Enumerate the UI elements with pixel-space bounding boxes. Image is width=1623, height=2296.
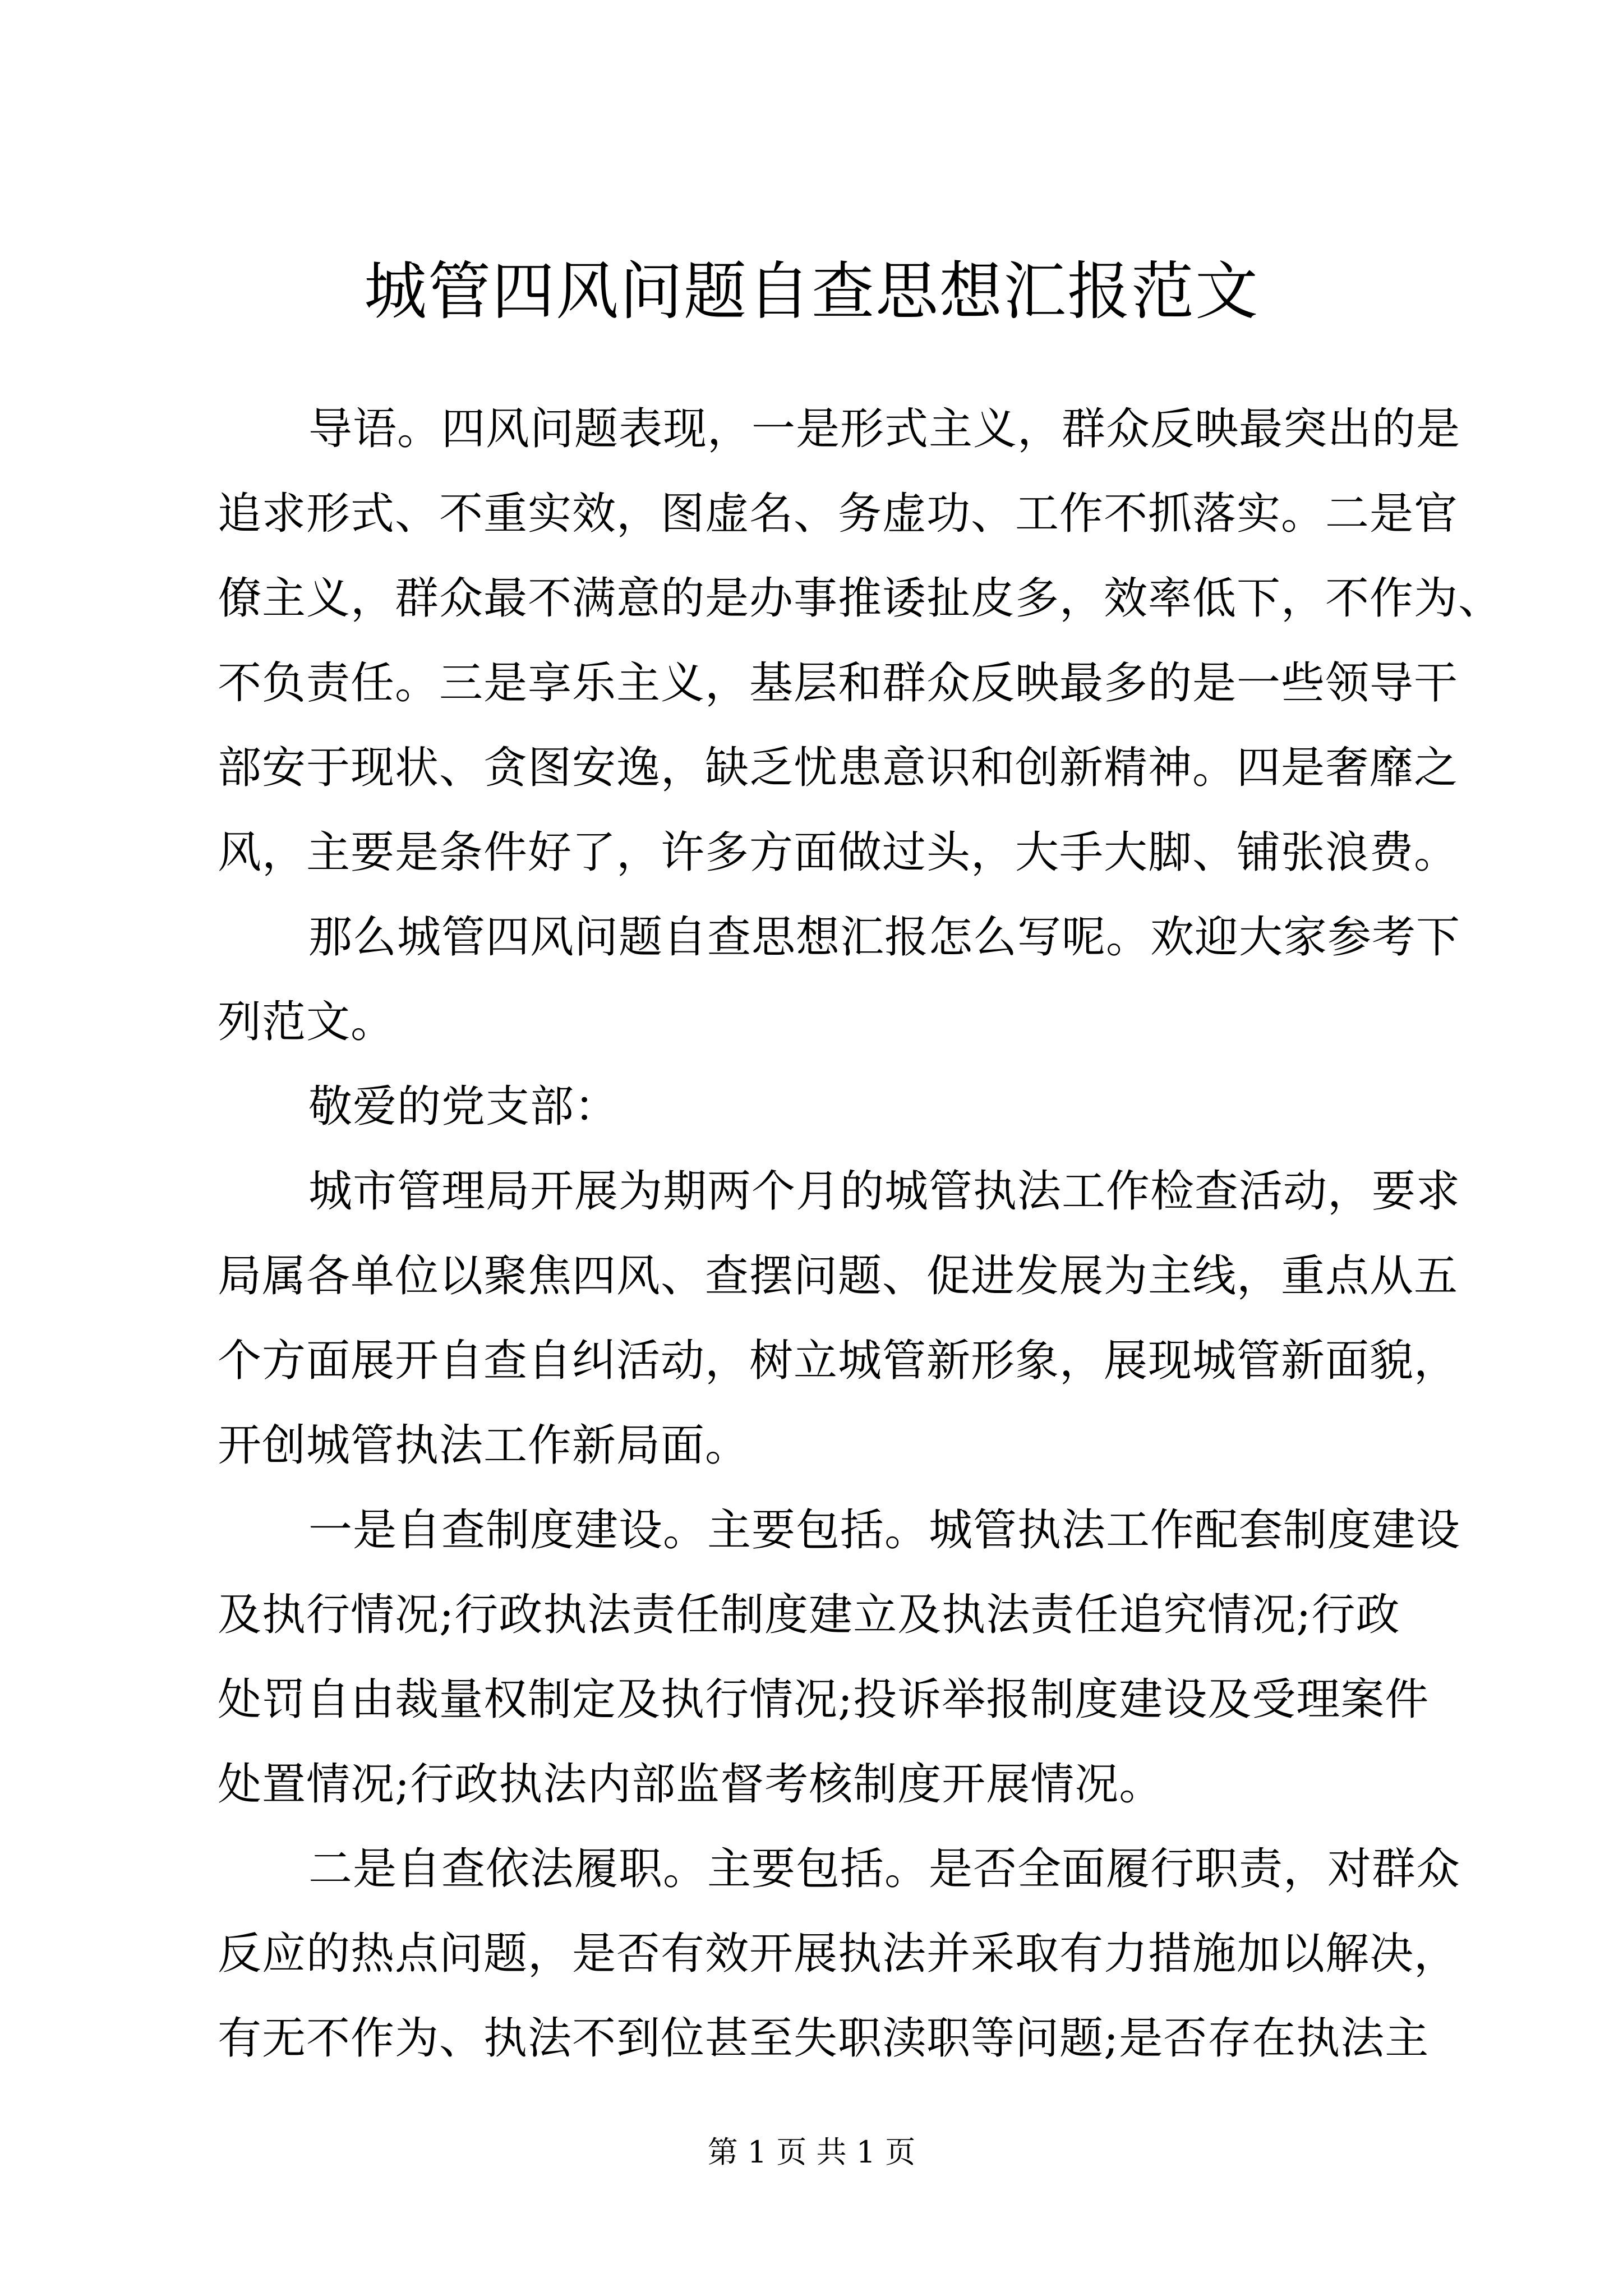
paragraph-line: 不负责任。三是享乐主义，基层和群众反映最多的是一些领导干 bbox=[218, 658, 1459, 708]
paragraph-line: 一是自查制度建设。主要包括。城管执法工作配套制度建设 bbox=[308, 1505, 1461, 1556]
paragraph-intro bbox=[218, 387, 1503, 895]
paragraph-line: 城市管理局开展为期两个月的城管执法工作检查活动，要求 bbox=[308, 1166, 1461, 1217]
paragraph-line: 处置情况;行政执法内部监督考核制度开展情况。 bbox=[218, 1759, 1164, 1810]
paragraph-item-two bbox=[218, 1827, 1461, 2081]
paragraph-transition bbox=[218, 895, 1461, 1065]
paragraph-line: 敬爱的党支部： bbox=[308, 1082, 619, 1132]
paragraph-line: 有无不作为、执法不到位甚至失职渎职等问题;是否存在执法主 bbox=[218, 2013, 1430, 2064]
paragraph-line: 二是自查依法履职。主要包括。是否全面履行职责，对群众 bbox=[308, 1844, 1461, 1894]
paragraph-line: 追求形式、不重实效，图虚名、务虚功、工作不抓落实。二是官 bbox=[218, 489, 1459, 539]
paragraph-salutation bbox=[218, 1065, 1411, 1149]
paragraph-line: 列范文。 bbox=[218, 997, 395, 1047]
paragraph-line: 僚主义，群众最不满意的是办事推诿扯皮多，效率低下，不作为、 bbox=[218, 573, 1503, 624]
document-title: 城管四风问题自查思想汇报范文 bbox=[364, 255, 1259, 328]
paragraph-line: 开创城管执法工作新局面。 bbox=[218, 1420, 750, 1471]
paragraph-line: 部安于现状、贪图安逸，缺乏忧患意识和创新精神。四是奢靡之 bbox=[218, 743, 1459, 793]
paragraph-line: 反应的热点问题，是否有效开展执法并采取有力措施加以解决， bbox=[218, 1929, 1459, 1979]
paragraph-line: 风，主要是条件好了，许多方面做过头，大手大脚、铺张浪费。 bbox=[218, 827, 1459, 878]
document-body bbox=[218, 387, 1503, 2081]
paragraph-line: 导语。四风问题表现，一是形式主义，群众反映最突出的是 bbox=[308, 404, 1461, 454]
page-footer: 第 1 页 共 1 页 bbox=[707, 2134, 916, 2170]
paragraph-overview bbox=[218, 1149, 1461, 1488]
paragraph-line: 处罚自由裁量权制定及执行情况;投诉举报制度建设及受理案件 bbox=[218, 1674, 1430, 1725]
paragraph-line: 及执行情况;行政执法责任制度建立及执法责任追究情况;行政 bbox=[218, 1590, 1400, 1640]
paragraph-line: 个方面展开自查自纠活动，树立城管新形象，展现城管新面貌， bbox=[218, 1336, 1459, 1386]
paragraph-item-one bbox=[218, 1488, 1461, 1827]
paragraph-line: 那么城管四风问题自查思想汇报怎么写呢。欢迎大家参考下 bbox=[308, 912, 1461, 963]
paragraph-line: 局属各单位以聚焦四风、查摆问题、促进发展为主线，重点从五 bbox=[218, 1251, 1459, 1301]
